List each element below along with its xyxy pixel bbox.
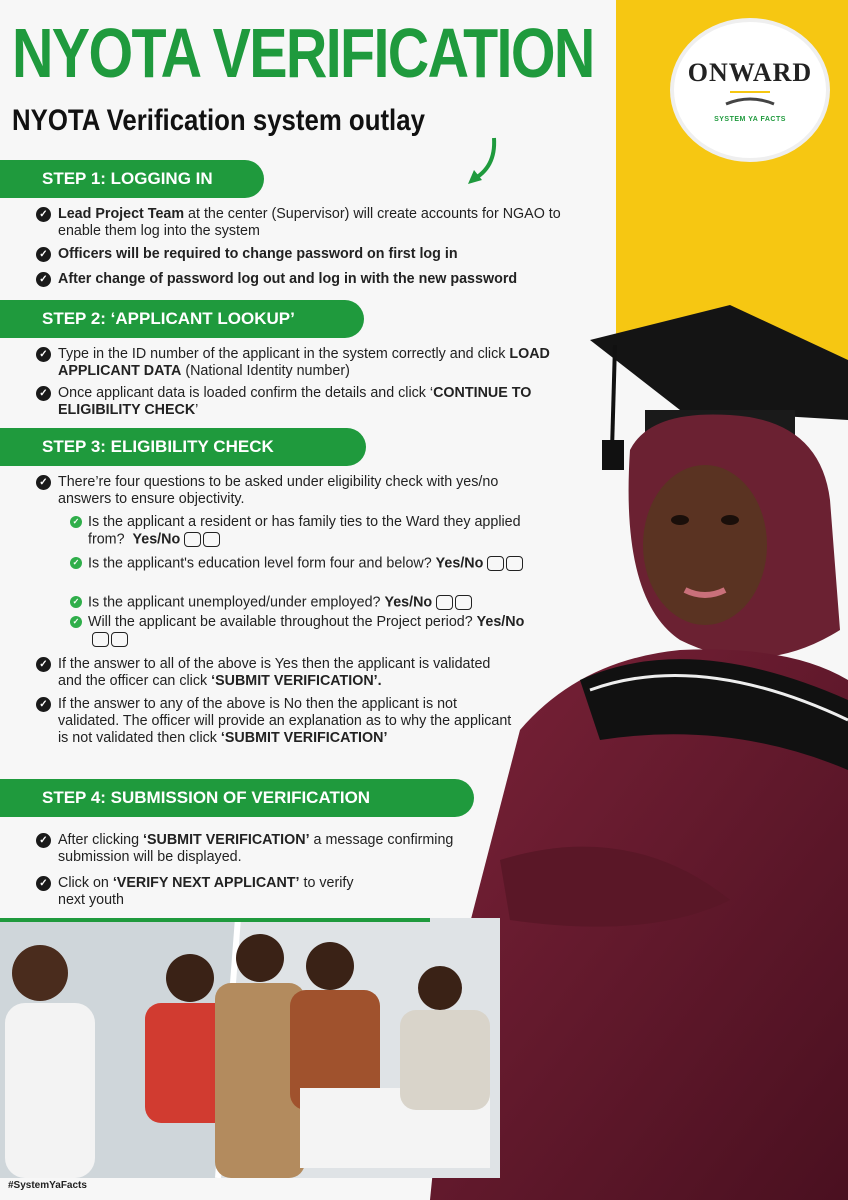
page-subtitle: NYOTA Verification system outlay: [12, 104, 425, 137]
step-3-outcome: ✓ If the answer to any of the above is No then the applicant is not validated. The officer will provide an explanation as to why the applicant is not validated then click ‘SUBMIT VERIFICATION’: [36, 696, 516, 747]
check-icon: ✓: [36, 247, 51, 262]
check-icon: ✓: [36, 833, 51, 848]
check-icon: ✓: [36, 272, 51, 287]
eligibility-question: ✓ Is the applicant's education level form four and below? Yes/No: [70, 555, 550, 572]
yes-no-checkboxes: [92, 631, 130, 648]
step-1-item: ✓ Officers will be required to change password on first log in: [36, 246, 596, 263]
step-4-item: ✓ After clicking ‘SUBMIT VERIFICATION’ a message confirming submission will be displayed.: [36, 832, 456, 866]
eligibility-question: ✓ Is the applicant a resident or has family ties to the Ward they applied from? Yes/No: [70, 514, 550, 548]
step-3-intro: ✓ There’re four questions to be asked under eligibility check with yes/no answers to ensure objectivity.: [36, 474, 546, 508]
check-icon: ✓: [70, 596, 82, 608]
step-1-item: ✓ Lead Project Team at the center (Supervisor) will create accounts for NGAO to enable them log into the system: [36, 206, 596, 240]
check-icon: ✓: [36, 475, 51, 490]
step-3-heading: STEP 3: ELIGIBILITY CHECK: [20, 428, 366, 466]
step-3-outcome: ✓ If the answer to all of the above is Yes then the applicant is validated and the officer can click ‘SUBMIT VERIFICATION’.: [36, 656, 516, 690]
check-icon: ✓: [36, 207, 51, 222]
step-1-item: ✓ After change of password log out and log in with the new password: [36, 271, 596, 288]
check-icon: ✓: [36, 347, 51, 362]
step-2-item: ✓ Once applicant data is loaded confirm the details and click ‘CONTINUE TO ELIGIBILITY CHECK’: [36, 385, 566, 419]
group-photo: [0, 918, 500, 1178]
step-4-heading: STEP 4: SUBMISSION OF VERIFICATION: [20, 779, 474, 817]
step-2-heading: STEP 2: ‘APPLICANT LOOKUP’: [20, 300, 364, 338]
yes-no-checkboxes: [184, 531, 222, 548]
check-icon: ✓: [70, 616, 82, 628]
handshake-icon: [720, 88, 780, 110]
onward-logo: [674, 22, 826, 158]
check-icon: ✓: [36, 697, 51, 712]
check-icon: ✓: [36, 657, 51, 672]
hashtag: #SystemYaFacts: [8, 1180, 87, 1191]
logo-word: ONWARD: [687, 57, 813, 87]
check-icon: ✓: [36, 386, 51, 401]
check-icon: ✓: [70, 557, 82, 569]
yes-no-checkboxes: [436, 594, 474, 611]
eligibility-question: ✓ Will the applicant be available throughout the Project period? Yes/No: [70, 614, 550, 648]
page-title: NYOTA VERIFICATION: [12, 14, 594, 92]
yes-no-checkboxes: [487, 555, 525, 572]
step-1-heading: STEP 1: LOGGING IN: [20, 160, 264, 198]
check-icon: ✓: [36, 876, 51, 891]
step-2-item: ✓ Type in the ID number of the applicant in the system correctly and click LOAD APPLICANT DATA (National Identity number): [36, 346, 566, 380]
check-icon: ✓: [70, 516, 82, 528]
eligibility-question: ✓ Is the applicant unemployed/under employed? Yes/No: [70, 594, 550, 611]
arrow-icon: [466, 136, 502, 188]
step-4-item: ✓ Click on ‘VERIFY NEXT APPLICANT’ to verify next youth: [36, 875, 376, 909]
logo-tagline: SYSTEM YA FACTS: [714, 115, 786, 123]
